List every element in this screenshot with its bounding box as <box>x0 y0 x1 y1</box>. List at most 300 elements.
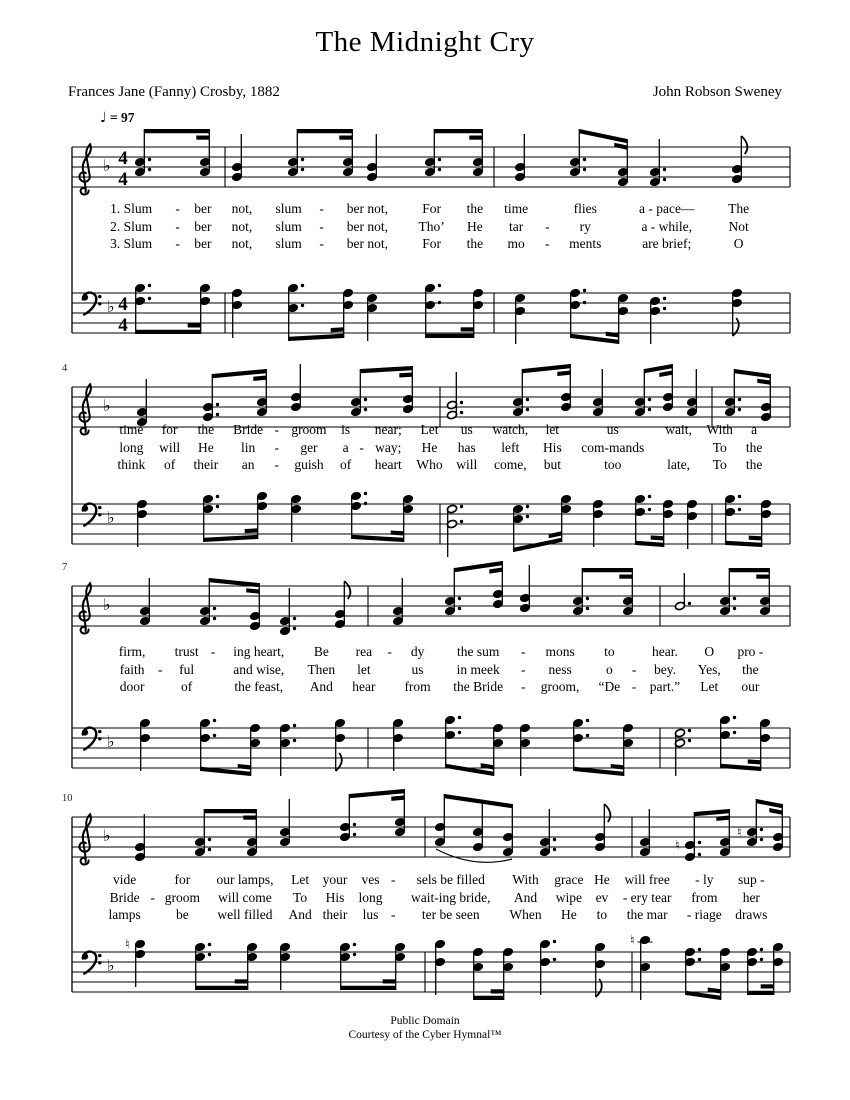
augmentation-dot <box>663 297 666 300</box>
augmentation-dot <box>208 943 211 946</box>
augmentation-dot <box>460 411 463 414</box>
lyric-syllable <box>388 889 399 907</box>
bass-clef-icon <box>82 952 102 974</box>
beam <box>297 129 352 133</box>
beam-stub <box>188 323 201 327</box>
lyric-syllable: mons <box>545 644 575 659</box>
time-signature: 4 <box>118 294 128 315</box>
bass-clef-icon <box>82 504 102 526</box>
augmentation-dot <box>216 413 219 416</box>
beam <box>444 794 512 808</box>
augmentation-dot <box>213 719 216 722</box>
augmentation-dot <box>208 838 211 841</box>
natural-icon: ♮ <box>675 838 680 854</box>
augmentation-dot <box>293 617 296 620</box>
lyric-syllable: 3. Slum <box>110 236 153 251</box>
footer-line-1: Public Domain <box>390 1015 460 1027</box>
augmentation-dot <box>364 398 367 401</box>
beam <box>434 129 482 133</box>
lyric-syllable: pro - <box>737 644 764 659</box>
lyric-syllable: He <box>560 907 577 922</box>
lyric-syllable: - <box>520 661 526 677</box>
lyric-syllable <box>356 456 367 474</box>
beam <box>579 129 627 143</box>
lyric-syllable: the <box>745 457 763 472</box>
augmentation-dot <box>760 828 763 831</box>
bass-staff <box>72 934 790 1001</box>
lyric-syllable: hear. <box>652 644 678 659</box>
verse-row <box>102 871 774 889</box>
verse-row <box>92 200 760 218</box>
lyric-syllable: - <box>210 644 216 659</box>
lyric-syllable: He <box>594 872 610 887</box>
lyric-syllable: ry <box>579 218 591 234</box>
lyric-syllable: will come <box>218 889 272 905</box>
lyric-syllable: for <box>174 872 191 887</box>
lyric-syllable: long <box>358 889 383 905</box>
augmentation-dot <box>583 289 586 292</box>
lyric-syllable: - <box>631 679 637 694</box>
lyric-syllable: hear <box>352 679 376 694</box>
beam <box>694 809 729 816</box>
augmentation-dot <box>148 297 151 300</box>
verse-row <box>110 678 772 696</box>
flat-icon: ♭ <box>103 396 111 415</box>
augmentation-dot <box>648 508 651 511</box>
beam-stub <box>469 136 482 140</box>
lyric-syllable: His <box>325 889 345 905</box>
augmentation-dot <box>698 958 701 961</box>
beam-stub <box>716 816 729 821</box>
augmentation-dot <box>208 953 211 956</box>
lyric-syllable: - <box>274 457 280 472</box>
measure-number: 4 <box>62 363 68 374</box>
treble-staff <box>72 561 790 636</box>
lyric-syllable: their <box>322 907 348 922</box>
beam <box>748 991 774 995</box>
lyric-syllable: are brief; <box>642 236 692 251</box>
augmentation-dot <box>733 716 736 719</box>
augmentation-dot <box>293 739 296 742</box>
lyric-syllable <box>384 678 396 696</box>
lyric-syllable <box>207 661 219 679</box>
augmentation-dot <box>526 505 529 508</box>
lyricist-credit: Frances Jane (Fanny) Crosby, 1882 <box>68 84 280 100</box>
lyric-syllable: not, <box>231 201 253 216</box>
lyric-syllable: your <box>322 872 348 887</box>
eighth-flag-icon <box>604 804 610 822</box>
natural-icon: ♮ <box>737 825 742 841</box>
lyric-syllable: to <box>596 907 608 922</box>
beam <box>729 568 769 572</box>
lyric-syllable: watch, <box>492 422 529 437</box>
byline <box>68 84 782 101</box>
lyric-syllable: the <box>466 201 484 216</box>
augmentation-dot <box>586 734 589 737</box>
augmentation-dot <box>216 505 219 508</box>
time-signature: 4 <box>118 315 128 336</box>
beam-stub <box>391 531 404 536</box>
lyric-syllable: the <box>742 661 759 677</box>
treble-staff <box>72 129 790 194</box>
lyric-syllable: He <box>197 439 214 455</box>
lyric-syllable: their <box>193 457 219 472</box>
lyric-syllable: Bride <box>109 889 140 905</box>
augmentation-dot <box>583 158 586 161</box>
augmentation-dot <box>364 502 367 505</box>
lyric-syllable: - <box>274 439 280 455</box>
lyric-syllable: left <box>501 439 520 455</box>
footer-line-2: Courtesy of the Cyber Hymnal™ <box>348 1029 502 1041</box>
lyric-syllable: mo <box>507 236 525 251</box>
augmentation-dot <box>648 495 651 498</box>
lyrics-block <box>110 421 768 474</box>
beam-stub <box>246 588 259 594</box>
beam <box>144 129 209 133</box>
lyric-syllable: the <box>745 439 763 455</box>
lyric-syllable: wipe <box>555 889 582 905</box>
lyric-syllable: Not <box>728 218 749 234</box>
augmentation-dot <box>148 168 151 171</box>
augmentation-dot <box>213 734 216 737</box>
bass-staff <box>72 283 790 344</box>
lyric-syllable: To <box>293 889 308 905</box>
lyric-syllable: ful <box>179 661 195 677</box>
lyric-syllable: - <box>158 661 163 677</box>
flat-icon: ♭ <box>103 595 111 614</box>
beam <box>721 764 761 771</box>
augmentation-dot <box>583 168 586 171</box>
beam <box>136 330 201 334</box>
augmentation-dot <box>213 607 216 610</box>
augmentation-dot <box>364 408 367 411</box>
lyrics-block <box>110 643 772 696</box>
lyric-syllable: 2. Slum <box>110 218 153 234</box>
lyric-syllable: When <box>509 907 542 922</box>
beam-stub <box>769 808 782 815</box>
augmentation-dot <box>738 508 741 511</box>
lyric-syllable: Yes, <box>697 661 721 677</box>
lyric-syllable: but <box>543 457 561 472</box>
lyric-syllable: To <box>712 439 727 455</box>
lyric-syllable: sels be filled <box>416 872 485 887</box>
augmentation-dot <box>663 178 666 181</box>
augmentation-dot <box>688 602 691 605</box>
lyric-syllable: bey. <box>653 661 676 677</box>
lyric-syllable: ber not, <box>346 218 389 234</box>
lyric-syllable: near; <box>374 422 402 437</box>
measure-number: 7 <box>62 562 68 573</box>
augmentation-dot <box>586 597 589 600</box>
augmentation-dot <box>460 520 463 523</box>
lyric-syllable: grace <box>554 872 584 887</box>
lyric-syllable: the <box>197 422 215 437</box>
lyric-syllable: - <box>274 422 280 437</box>
augmentation-dot <box>698 853 701 856</box>
beam <box>734 369 770 378</box>
lyric-syllable: ber <box>194 236 212 251</box>
verse-row <box>92 235 760 253</box>
lyric-syllable: And <box>288 907 312 922</box>
lyric-syllable: 1. Slum <box>110 201 153 216</box>
lyric-syllable: faith <box>119 661 145 677</box>
beam <box>204 809 256 813</box>
lyric-syllable: - <box>319 236 324 251</box>
lyric-syllable: Bride <box>233 422 264 437</box>
augmentation-dot <box>301 304 304 307</box>
lyric-syllable: a <box>751 422 758 437</box>
flat-icon: ♭ <box>103 156 111 175</box>
lyric-syllable: dy <box>410 644 425 659</box>
lyric-syllable: let <box>357 661 371 677</box>
lyric-syllable: us <box>606 422 619 437</box>
augmentation-dot <box>698 948 701 951</box>
lyric-syllable: ments <box>569 236 602 251</box>
lyric-syllable: the Bride <box>453 679 504 694</box>
beam <box>514 538 562 552</box>
augmentation-dot <box>663 307 666 310</box>
augmentation-dot <box>586 719 589 722</box>
lyric-syllable: too <box>604 457 622 472</box>
tempo-value: = 97 <box>109 110 135 125</box>
bass-clef-icon <box>82 293 102 315</box>
lyric-syllable: Let <box>291 872 310 887</box>
verse-row <box>110 661 772 679</box>
flat-icon: ♭ <box>107 297 115 316</box>
beam-stub <box>748 759 761 764</box>
verse-row <box>110 643 772 661</box>
verse-row <box>110 456 768 474</box>
beam <box>360 366 412 373</box>
beam-stub <box>253 376 266 381</box>
lyric-syllable <box>147 871 158 889</box>
lyric-syllable: a <box>342 439 349 455</box>
lyric-syllable: vide <box>113 872 137 887</box>
lyric-syllable: Let <box>420 422 439 437</box>
augmentation-dot <box>526 408 529 411</box>
lyric-syllable <box>540 200 554 218</box>
beam-stub <box>481 763 494 769</box>
beam-stub <box>391 796 404 801</box>
beam <box>289 334 344 341</box>
augmentation-dot <box>760 838 763 841</box>
lyric-syllable: groom <box>291 422 327 437</box>
lyric-syllable: ev <box>595 889 609 905</box>
lyric-syllable: our <box>741 679 760 694</box>
beam-stub <box>611 764 624 770</box>
lyric-syllable: With <box>706 422 733 437</box>
lyric-syllable: the feast, <box>234 679 284 694</box>
lyric-syllable: long <box>119 439 144 455</box>
augmentation-dot <box>760 958 763 961</box>
time-signature: 4 <box>118 169 128 190</box>
augmentation-dot <box>353 953 356 956</box>
beam-stub <box>651 535 664 540</box>
lyric-syllable: us <box>411 661 424 677</box>
lyric-syllable: And <box>309 679 333 694</box>
lyric-syllable: ber not, <box>346 201 389 216</box>
lyric-syllable: the mar <box>626 907 668 922</box>
lyric-syllable: the <box>466 236 484 251</box>
lyric-syllable: an <box>241 457 255 472</box>
verse-row <box>102 889 774 907</box>
natural-icon: ♮ <box>125 937 130 953</box>
lyric-syllable: com-mands <box>581 439 645 455</box>
augmentation-dot <box>213 617 216 620</box>
lyric-syllable: - <box>387 644 392 659</box>
augmentation-dot <box>216 403 219 406</box>
beam <box>426 334 474 338</box>
augmentation-dot <box>293 627 296 630</box>
lyric-syllable: He <box>466 218 483 234</box>
lyric-syllable: trust <box>174 644 199 659</box>
beam-stub <box>238 764 251 770</box>
beam-stub <box>491 989 504 993</box>
lyric-syllable: “De <box>598 679 621 694</box>
lyric-syllable: is <box>341 422 351 437</box>
lyric-syllable <box>154 643 166 661</box>
augmentation-dot <box>458 607 461 610</box>
augmentation-dot <box>553 958 556 961</box>
lyric-syllable: lin <box>241 439 256 455</box>
beam-stub <box>619 575 632 579</box>
beam-stub <box>761 984 774 988</box>
lyric-syllable: lus <box>362 907 379 922</box>
lyric-syllable: time <box>504 201 529 216</box>
beam-stub <box>383 979 396 983</box>
lyric-syllable: - riage <box>686 907 722 922</box>
measure-number: 10 <box>62 793 73 804</box>
lyric-syllable: - <box>520 644 526 659</box>
lyric-syllable: has <box>457 439 476 455</box>
augmentation-dot <box>738 408 741 411</box>
augmentation-dot <box>760 948 763 951</box>
lyric-syllable: will <box>159 439 181 455</box>
lyric-syllable: Then <box>307 661 336 677</box>
augmentation-dot <box>438 158 441 161</box>
quarter-note-icon: ♩ <box>100 110 107 126</box>
beam-stub <box>243 816 256 820</box>
augmentation-dot <box>438 168 441 171</box>
natural-icon: ♮ <box>630 933 635 949</box>
augmentation-dot <box>738 398 741 401</box>
lyric-syllable: To <box>712 457 727 472</box>
lyric-syllable: a - while, <box>641 218 693 234</box>
lyric-syllable: of <box>340 457 352 472</box>
augmentation-dot <box>353 833 356 836</box>
lyric-syllable: For <box>422 201 442 216</box>
beam <box>204 535 258 542</box>
time-signature: 4 <box>118 148 128 169</box>
beam-stub <box>461 327 474 331</box>
augmentation-dot <box>301 284 304 287</box>
slur <box>436 849 512 862</box>
lyric-syllable: - <box>391 872 396 887</box>
augmentation-dot <box>458 597 461 600</box>
lyric-syllable: be <box>176 907 189 922</box>
augmentation-dot <box>733 597 736 600</box>
lyric-syllable: wait-ing bride, <box>410 889 491 905</box>
augmentation-dot <box>216 495 219 498</box>
lyric-syllable: a - pace— <box>639 201 695 216</box>
verse-row <box>102 906 774 924</box>
augmentation-dot <box>526 398 529 401</box>
augmentation-dot <box>438 301 441 304</box>
lyric-syllable: slum <box>275 201 302 216</box>
augmentation-dot <box>648 398 651 401</box>
treble-staff <box>72 789 790 864</box>
beam <box>196 986 248 990</box>
lyric-syllable: not, <box>231 236 253 251</box>
beam <box>726 541 762 547</box>
beam-stub <box>614 143 627 150</box>
lyric-syllable: ger <box>300 439 318 455</box>
augmentation-dot <box>663 168 666 171</box>
lyric-syllable: - <box>150 889 155 905</box>
lyric-syllable: and wise, <box>233 661 285 677</box>
beam-stub <box>557 371 570 377</box>
lyric-syllable: wait, <box>665 422 692 437</box>
beam-stub <box>749 536 762 541</box>
eighth-flag-icon <box>741 136 747 154</box>
augmentation-dot <box>364 492 367 495</box>
lyric-syllable: for <box>161 422 178 437</box>
beam-stub <box>339 136 352 140</box>
lyric-syllable: let <box>545 422 560 437</box>
lyric-syllable: our lamps, <box>216 872 274 887</box>
lyric-syllable: of <box>164 457 176 472</box>
augmentation-dot <box>688 739 691 742</box>
augmentation-dot <box>526 515 529 518</box>
lyric-syllable: guish <box>294 457 324 472</box>
lyric-syllable: - <box>319 218 324 234</box>
lyric-syllable: o <box>606 661 613 677</box>
augmentation-dot <box>460 401 463 404</box>
beam-stub <box>659 371 672 378</box>
augmentation-dot <box>553 940 556 943</box>
lyric-syllable: her <box>742 889 760 905</box>
lyric-syllable <box>628 643 640 661</box>
augmentation-dot <box>688 729 691 732</box>
lyric-syllable: of <box>181 679 193 694</box>
lyric-syllable: tar <box>509 218 524 234</box>
lyric-syllable: Be <box>313 644 329 659</box>
augmentation-dot <box>698 841 701 844</box>
lyric-syllable: Let <box>700 679 719 694</box>
lyric-syllable <box>356 421 367 439</box>
lyric-syllable: - <box>359 439 364 455</box>
lyric-syllable: Tho’ <box>418 218 445 234</box>
augmentation-dot <box>553 838 556 841</box>
beam <box>352 535 404 542</box>
lyric-syllable: in meek <box>456 661 500 677</box>
augmentation-dot <box>733 607 736 610</box>
augmentation-dot <box>148 284 151 287</box>
lyric-syllable: time <box>119 422 144 437</box>
lyric-syllable: rea <box>355 644 373 659</box>
lyric-syllable <box>658 439 699 457</box>
lyric-syllable: flies <box>573 201 597 216</box>
beam-stub <box>549 531 562 538</box>
lyric-syllable: His <box>542 439 562 455</box>
lyric-syllable: - <box>391 907 396 922</box>
lyric-syllable: lamps <box>108 907 141 922</box>
verse-row <box>92 218 760 236</box>
augmentation-dot <box>301 158 304 161</box>
lyric-syllable: will free <box>624 872 670 887</box>
lyric-syllable: heart <box>374 457 402 472</box>
lyric-syllable: groom, <box>540 679 580 694</box>
